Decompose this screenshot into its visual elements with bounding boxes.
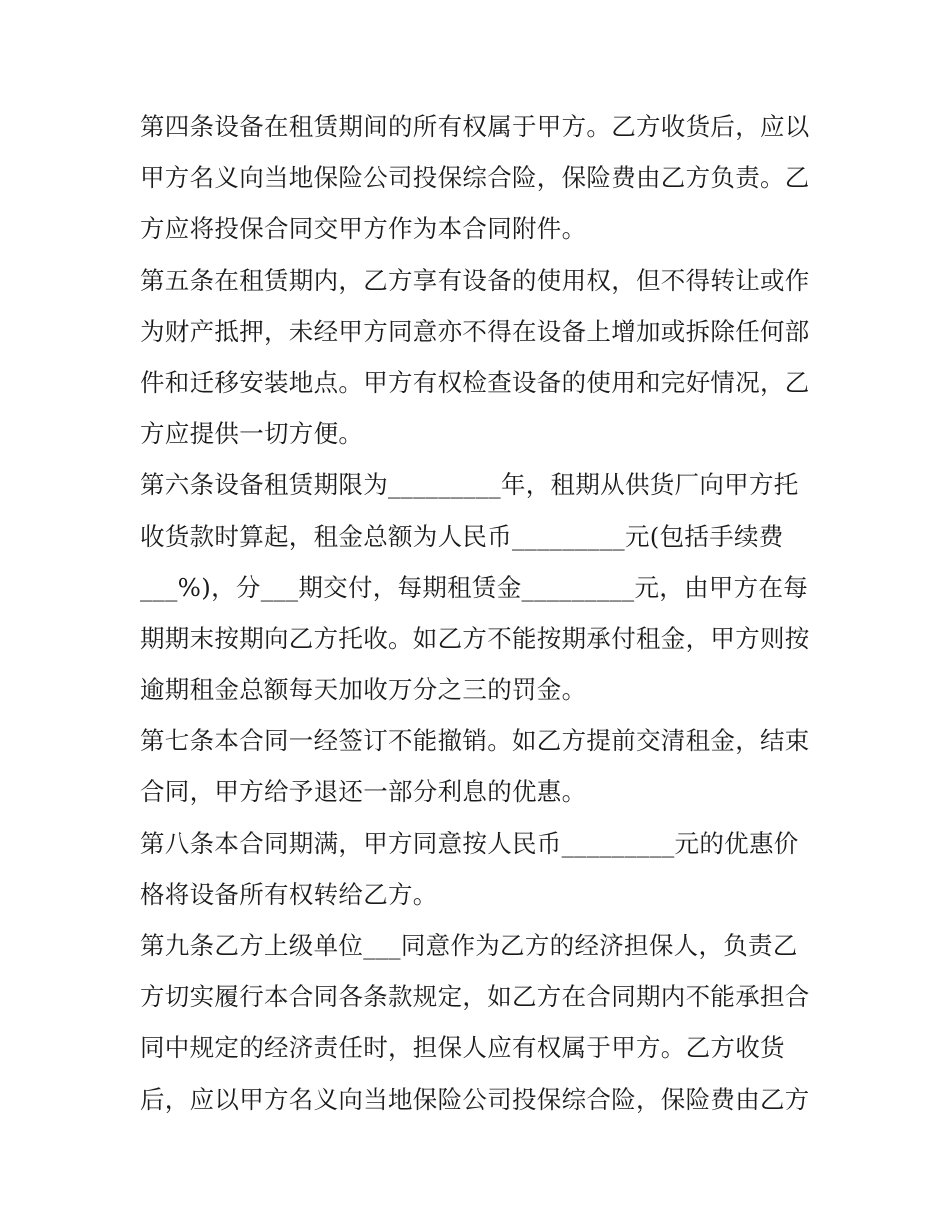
text-line: ___%)，分___期交付，每期租赁金_________元，由甲方在每 [140,572,809,602]
text-line: 第四条设备在租赁期间的所有权属于甲方。乙方收货后，应以 [140,112,810,141]
text-line: 收货款时算起，租金总额为人民币_________元(包括手续费 [140,521,784,551]
text-line: 格将设备所有权转给乙方。 [140,879,438,909]
text-line: 第六条设备租赁期限为_________年，租期从供货厂向甲方托 [140,470,799,500]
text-line: 甲方名义向当地保险公司投保综合险，保险费由乙方负责。乙 [140,163,810,193]
text-line: 为财产抵押，未经甲方同意亦不得在设备上增加或拆除任何部 [140,316,810,346]
text-line: 合同，甲方给予退还一部分利息的优惠。 [140,777,587,807]
text-line: 逾期租金总额每天加收万分之三的罚金。 [140,675,587,705]
text-line: 后，应以甲方名义向当地保险公司投保综合险，保险费由乙方 [140,1084,810,1114]
text-line: 方应提供一切方便。 [140,419,364,449]
text-line: 件和迁移安装地点。甲方有权检查设备的使用和完好情况，乙 [140,367,810,397]
document-body [140,101,830,1125]
text-line: 方切实履行本合同各条款规定，如乙方在合同期内不能承担合 [140,982,810,1012]
text-line: 第七条本合同一经签订不能撤销。如乙方提前交清租金，结束 [140,726,810,756]
text-line: 方应将投保合同交甲方作为本合同附件。 [140,214,587,244]
text-line: 同中规定的经济责任时，担保人应有权属于甲方。乙方收货 [140,1033,785,1063]
text-line: 期期末按期向乙方托收。如乙方不能按期承付租金，甲方则按 [140,623,810,653]
text-line: 第八条本合同期满，甲方同意按人民币_________元的优惠价 [140,828,799,858]
text-line: 第五条在租赁期内，乙方享有设备的使用权，但不得转让或作 [140,265,810,295]
text-line: 第九条乙方上级单位___同意作为乙方的经济担保人，负责乙 [140,931,798,960]
